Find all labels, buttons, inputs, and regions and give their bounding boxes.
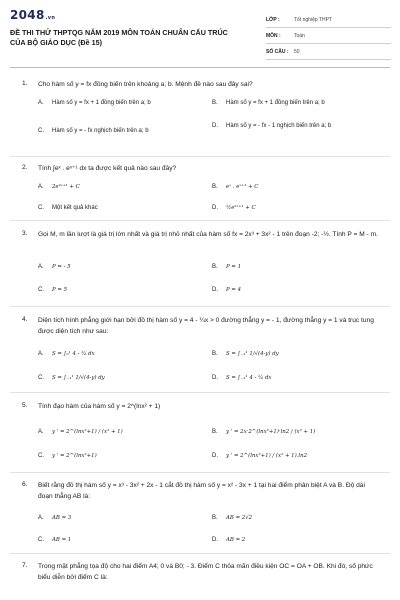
question-text: Trong mặt phẳng tọa độ cho hai điểm A4; 0 và B0; - 3. Điểm C thỏa mãn điều kiện OC = OA + OB. Khi đó, số phức biểu diễn bởi điểm C là: xyxy=(38,563,373,581)
option-c[interactable] xyxy=(38,286,198,295)
option-text: Hàm số y = - fx - 1 nghịch biến trên a; b xyxy=(226,123,332,129)
option-label: C. xyxy=(38,375,44,381)
option-label: A. xyxy=(38,351,44,357)
option-d[interactable] xyxy=(212,452,382,461)
option-text: P = 4 xyxy=(226,287,242,293)
option-c[interactable] xyxy=(38,536,198,545)
question-text: Tính đạo hàm của hàm số y = 2^(lnx² + 1) xyxy=(38,403,161,410)
option-label: B. xyxy=(212,429,218,435)
option-label: C. xyxy=(38,453,44,459)
question-number: 6. xyxy=(22,481,28,488)
exam-meta xyxy=(266,12,391,60)
question-divider xyxy=(10,392,390,393)
exam-header xyxy=(10,6,390,66)
option-label: C. xyxy=(38,537,44,543)
meta-value: Tốt nghiệp THPT xyxy=(294,17,332,23)
option-a[interactable] xyxy=(38,263,198,272)
header-divider xyxy=(10,67,390,68)
meta-row-count xyxy=(266,44,391,60)
option-label: B. xyxy=(212,184,218,190)
option-a[interactable] xyxy=(38,514,198,523)
option-b[interactable] xyxy=(212,99,382,108)
option-label: D. xyxy=(212,537,218,543)
option-text: P = - 5 xyxy=(52,264,71,270)
option-c[interactable] xyxy=(38,374,198,383)
option-label: D. xyxy=(212,205,218,211)
option-text: Hàm số y = fx + 1 đồng biến trên a; b xyxy=(226,100,325,106)
option-text: y ' = 2^(lnx²+1) xyxy=(52,453,97,459)
question-divider xyxy=(10,306,390,307)
option-a[interactable] xyxy=(38,350,198,359)
question-number: 5. xyxy=(22,402,28,409)
meta-value: 50 xyxy=(294,49,300,55)
option-label: D. xyxy=(212,123,218,129)
option-label: C. xyxy=(38,205,44,211)
option-text: S = ∫₋₁¹ 1/√(4-y) dy xyxy=(52,375,105,381)
option-text: AB = 3 xyxy=(52,515,72,521)
option-label: A. xyxy=(38,264,44,270)
option-text: y ' = 2^(lnx²+1) / (x² + 1) xyxy=(52,429,123,435)
question-number: 4. xyxy=(22,316,28,323)
option-d[interactable] xyxy=(212,374,382,383)
option-text: AB = 2√2 xyxy=(226,515,253,521)
meta-key: MÔN : xyxy=(266,33,281,39)
option-label: B. xyxy=(212,100,218,106)
option-label: D. xyxy=(212,287,218,293)
logo-text: 2048 xyxy=(10,8,45,22)
option-text: 2e²ˣ⁺¹ + C xyxy=(52,184,80,190)
option-label: C. xyxy=(38,287,44,293)
option-d[interactable] xyxy=(212,286,382,295)
option-label: A. xyxy=(38,515,44,521)
question-text: Cho hàm số y = fx đồng biến trên khoảng a; b. Mệnh đề nào sau đây sai? xyxy=(38,81,253,88)
option-c[interactable] xyxy=(38,127,198,136)
meta-key: LỚP : xyxy=(266,17,280,23)
question-text: Diện tích hình phẳng giới hạn bởi đồ thị hàm số y = 4 - ¼x > 0 đường thẳng y = - 1, đường thẳng y = 1 và trục tung được diện tích như sau: xyxy=(38,317,374,335)
option-c[interactable] xyxy=(38,204,198,213)
question-number: 2. xyxy=(22,164,28,171)
option-a[interactable] xyxy=(38,99,198,108)
option-b[interactable] xyxy=(212,350,382,359)
option-text: S = ∫₋₁¹ 4 - ¼ dx xyxy=(226,375,272,381)
option-a[interactable] xyxy=(38,183,198,192)
logo-suffix: .vn xyxy=(45,15,56,21)
option-c[interactable] xyxy=(38,452,198,461)
option-b[interactable] xyxy=(212,263,382,272)
option-d[interactable] xyxy=(212,204,382,213)
option-label: A. xyxy=(38,429,44,435)
question-text: Gọi M, m lần lượt là giá trị lớn nhất và giá trị nhỏ nhất của hàm số fx = 2x³ + 3x² - 1 trên đoạn -2; -½. Tính P = M - m. xyxy=(38,231,378,238)
option-text: AB = 1 xyxy=(52,537,72,543)
question-divider xyxy=(10,156,390,157)
question-text: Biết rằng đồ thị hàm số y = x³ - 3x² + 2x - 1 cắt đồ thị hàm số y = x² - 3x + 1 tại hai điểm phân biệt A và B. Độ dài đoạn thẳng AB là: xyxy=(38,482,365,500)
option-label: A. xyxy=(38,100,44,106)
option-text: ½e²ˣ⁺¹ + C xyxy=(226,205,256,211)
option-text: y ' = 2^(lnx²+1) / (x² + 1).ln2 xyxy=(226,453,308,459)
question-text: Tính ∫eˣ . eˣ⁺¹ dx ta được kết quả nào sau đây? xyxy=(38,165,177,172)
option-label: B. xyxy=(212,351,218,357)
option-d[interactable] xyxy=(212,122,382,131)
question-number: 7. xyxy=(22,562,28,569)
option-a[interactable] xyxy=(38,428,198,437)
option-text: eˣ . eˣ⁺¹ + C xyxy=(226,184,259,190)
option-text: AB = 2 xyxy=(226,537,246,543)
question-divider xyxy=(10,220,390,221)
meta-key: SỐ CÂU : xyxy=(266,49,289,55)
option-text: S = ∫₀¹ 4 - ¼ dx xyxy=(52,351,95,357)
option-label: D. xyxy=(212,375,218,381)
option-text: P = 5 xyxy=(52,287,68,293)
exam-title: ĐỀ THI THỬ THPTQG NĂM 2019 MÔN TOÁN CHUẨN CẤU TRÚC CỦA BỘ GIÁO DỤC (Đề 15) xyxy=(10,28,228,47)
question-number: 3. xyxy=(22,230,28,237)
option-text: y ' = 2x·2^(lnx²+1)·ln2 / (x² + 1) xyxy=(226,429,316,435)
site-logo[interactable] xyxy=(10,8,55,22)
option-b[interactable] xyxy=(212,428,382,437)
option-label: C. xyxy=(38,128,44,134)
option-b[interactable] xyxy=(212,514,382,523)
meta-value: Toán xyxy=(294,33,305,39)
option-label: D. xyxy=(212,453,218,459)
meta-row-class xyxy=(266,12,391,28)
option-text: Một kết quả khác xyxy=(52,205,98,211)
option-label: B. xyxy=(212,515,218,521)
meta-row-subject xyxy=(266,28,391,44)
option-label: A. xyxy=(38,184,44,190)
option-text: S = ∫₋₁¹ 1/√(4-y) dy xyxy=(226,351,279,357)
option-text: P = 1 xyxy=(226,264,242,270)
option-d[interactable] xyxy=(212,536,382,545)
question-divider xyxy=(10,553,390,554)
question-divider xyxy=(10,472,390,473)
option-b[interactable] xyxy=(212,183,382,192)
question-number: 1. xyxy=(22,80,28,87)
option-text: Hàm số y = fx + 1 đồng biến trên a; b xyxy=(52,100,151,106)
option-label: B. xyxy=(212,264,218,270)
option-text: Hàm số y = - fx nghịch biến trên a; b xyxy=(52,128,149,134)
